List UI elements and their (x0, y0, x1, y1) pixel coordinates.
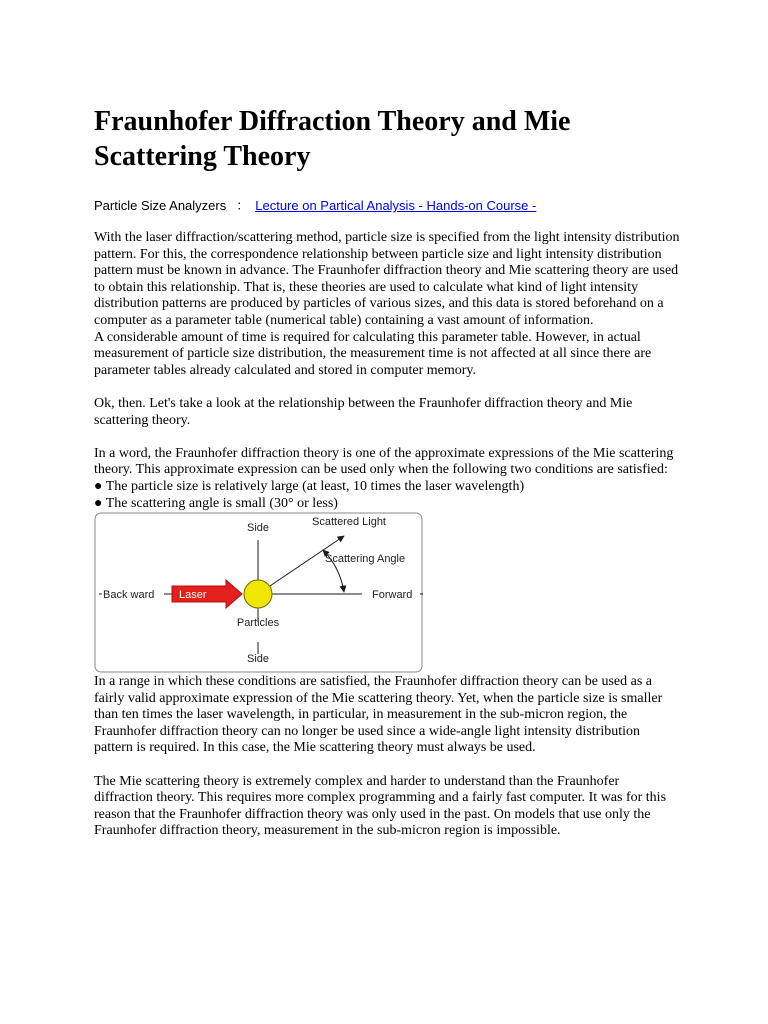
page-title: Fraunhofer Diffraction Theory and Mie Scattering Theory (94, 106, 571, 172)
scattering-angle-label: Scattering Angle (325, 553, 406, 566)
paragraph-conditions-range: In a range in which these conditions are satisfied, the Fraunhofer diffraction theory can be used as a fairly valid approximate expression of the Mie scattering theory. Yet, when the particle size is smaller than ten times the laser wavelength, in particular, in measurement in the sub-micron region, the Fraunhofer diffraction theory can no longer be used since a wide-angle light intensity distribution pattern is required. In this case, the Mie scattering theory must always be used. (94, 674, 663, 756)
breadcrumb-separator: ： (236, 198, 250, 213)
paragraph-parameter-table: A considerable amount of time is required for calculating this parameter table. However, in actual measurement of particle size distribution, the measurement time is not affected at all since there are parameter tables already calculated and stored in computer memory. (94, 329, 652, 378)
paragraph-relationship: Ok, then. Let's take a look at the relationship between the Fraunhofer diffraction theory and Mie scattering theory. (94, 395, 633, 428)
side-top-label: Side (246, 522, 270, 535)
particle-circle (244, 580, 272, 608)
side-bottom-label: Side (246, 653, 270, 666)
condition-bullet-angle: ● The scattering angle is small (30° or less) (94, 495, 338, 511)
condition-bullet-size: ● The particle size is relatively large (at least, 10 times the laser wavelength) (94, 478, 525, 494)
scattering-diagram (94, 512, 424, 674)
article (94, 104, 680, 840)
scattering-diagram-svg (94, 512, 424, 674)
scattered-light-arrow (258, 536, 344, 594)
breadcrumb (94, 197, 680, 214)
forward-label: Forward (372, 589, 413, 602)
particles-label: Particles (236, 617, 280, 630)
paragraph-mie-complexity: The Mie scattering theory is extremely complex and harder to understand than the Fraunhofer diffraction theory. This requires more complex programming and a fairly fast computer. It was for this reason that the Fraunhofer diffraction theory was only used in the past. On models that use only the Fraunhofer diffraction theory, measurement in the sub-micron region is impossible. (94, 773, 667, 839)
scattered-light-label: Scattered Light (312, 516, 386, 529)
backward-label: Back ward (103, 589, 155, 602)
paragraph-intro: With the laser diffraction/scattering method, particle size is specified from the light intensity distribution pattern. For this, the correspondence relationship between particle size and light intensity distribution pattern must be known in advance. The Fraunhofer diffraction theory and Mie scattering theory are used to obtain this relationship. That is, these theories are used to calculate what kind of light intensity distribution patterns are produced by particles of various sizes, and this data is stored beforehand on a computer as a parameter table (numerical table) containing a vast amount of information. (94, 230, 680, 328)
paragraph-approximation: In a word, the Fraunhofer diffraction theory is one of the approximate expressions of the Mie scattering theory. This approximate expression can be used only when the following two conditions are satisfied: (94, 445, 674, 478)
laser-label: Laser (179, 589, 207, 602)
breadcrumb-category: Particle Size Analyzers (94, 198, 227, 213)
lecture-link[interactable]: Lecture on Partical Analysis - Hands-on Course - (255, 198, 537, 213)
